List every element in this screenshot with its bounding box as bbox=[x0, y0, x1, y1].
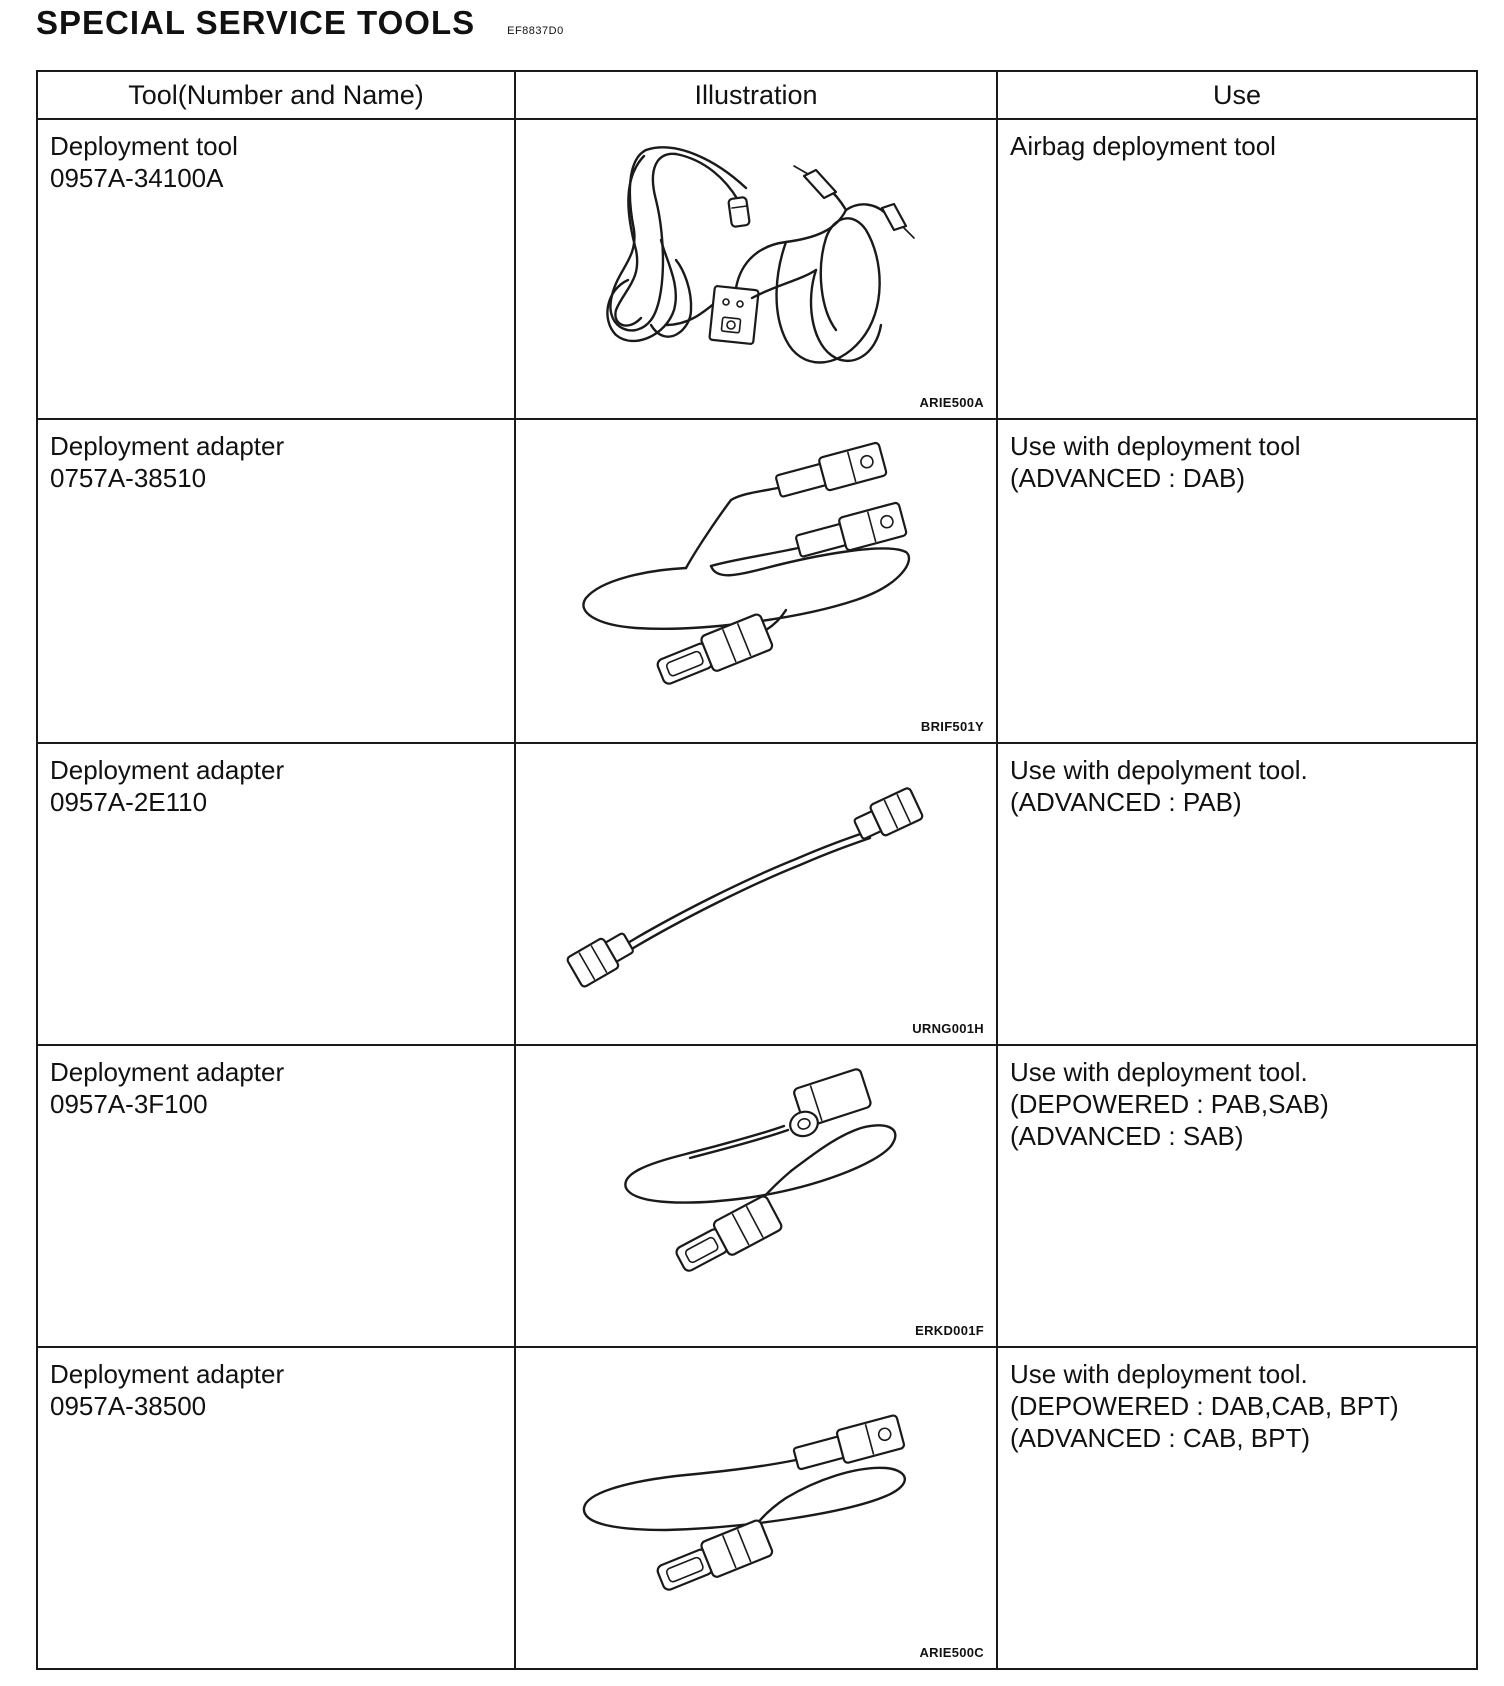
column-header-use: Use bbox=[997, 71, 1477, 119]
page-title: SPECIAL SERVICE TOOLS bbox=[36, 4, 476, 41]
use-line: (DEPOWERED : PAB,SAB) bbox=[1010, 1089, 1329, 1119]
table-row bbox=[37, 419, 1477, 743]
tool-name: Deployment adapter bbox=[50, 431, 285, 461]
use-cell bbox=[997, 743, 1477, 1045]
deployment-adapter-pab-illustration bbox=[516, 744, 998, 1044]
table-row bbox=[37, 119, 1477, 419]
column-header-illustration: Illustration bbox=[515, 71, 997, 119]
use-line: (ADVANCED : DAB) bbox=[1010, 463, 1245, 493]
deployment-adapter-dab-illustration bbox=[516, 420, 998, 742]
page-header bbox=[36, 4, 564, 44]
tool-number: 0957A-3F100 bbox=[50, 1089, 208, 1119]
tool-name: Deployment adapter bbox=[50, 1057, 285, 1087]
tool-cell bbox=[37, 743, 515, 1045]
use-line: Use with deployment tool bbox=[1010, 431, 1301, 461]
use-line: (DEPOWERED : DAB,CAB, BPT) bbox=[1010, 1391, 1399, 1421]
illustration-cell bbox=[515, 419, 997, 743]
use-line: Use with deployment tool. bbox=[1010, 1057, 1308, 1087]
table-row bbox=[37, 743, 1477, 1045]
illustration-cell bbox=[515, 743, 997, 1045]
tool-cell bbox=[37, 419, 515, 743]
table-header-row bbox=[37, 71, 1477, 119]
illustration-code: ARIE500A bbox=[919, 395, 984, 410]
use-line: (ADVANCED : PAB) bbox=[1010, 787, 1242, 817]
table-row bbox=[37, 1045, 1477, 1347]
illustration-code: BRIF501Y bbox=[920, 719, 984, 734]
deployment-adapter-pab-sab-illustration bbox=[516, 1046, 998, 1346]
tool-cell bbox=[37, 1347, 515, 1669]
illustration-code: ARIE500C bbox=[919, 1645, 984, 1660]
tool-cell bbox=[37, 1045, 515, 1347]
deployment-adapter-cab-bpt-illustration bbox=[516, 1348, 998, 1668]
use-cell bbox=[997, 119, 1477, 419]
tool-name: Deployment adapter bbox=[50, 1359, 285, 1389]
illustration-code: ERKD001F bbox=[915, 1323, 984, 1338]
tool-name: Deployment adapter bbox=[50, 755, 285, 785]
use-line: Use with depolyment tool. bbox=[1010, 755, 1308, 785]
illustration-code: URNG001H bbox=[912, 1021, 984, 1036]
tool-number: 0757A-38510 bbox=[50, 463, 207, 493]
use-line: Airbag deployment tool bbox=[1010, 131, 1276, 161]
illustration-cell bbox=[515, 1045, 997, 1347]
tool-cell bbox=[37, 119, 515, 419]
use-cell bbox=[997, 1045, 1477, 1347]
section-code: EF8837D0 bbox=[507, 25, 564, 37]
use-line: (ADVANCED : CAB, BPT) bbox=[1010, 1423, 1311, 1453]
illustration-cell bbox=[515, 119, 997, 419]
tool-number: 0957A-2E110 bbox=[50, 787, 208, 817]
illustration-cell bbox=[515, 1347, 997, 1669]
use-cell bbox=[997, 419, 1477, 743]
column-header-tool: Tool(Number and Name) bbox=[37, 71, 515, 119]
use-line: Use with deployment tool. bbox=[1010, 1359, 1308, 1389]
deployment-tool-illustration bbox=[516, 120, 998, 418]
tool-name: Deployment tool bbox=[50, 131, 238, 161]
use-line: (ADVANCED : SAB) bbox=[1010, 1121, 1244, 1151]
tool-number: 0957A-34100A bbox=[50, 163, 224, 193]
special-service-tools-table bbox=[36, 70, 1478, 1670]
table-row bbox=[37, 1347, 1477, 1669]
tool-number: 0957A-38500 bbox=[50, 1391, 207, 1421]
use-cell bbox=[997, 1347, 1477, 1669]
